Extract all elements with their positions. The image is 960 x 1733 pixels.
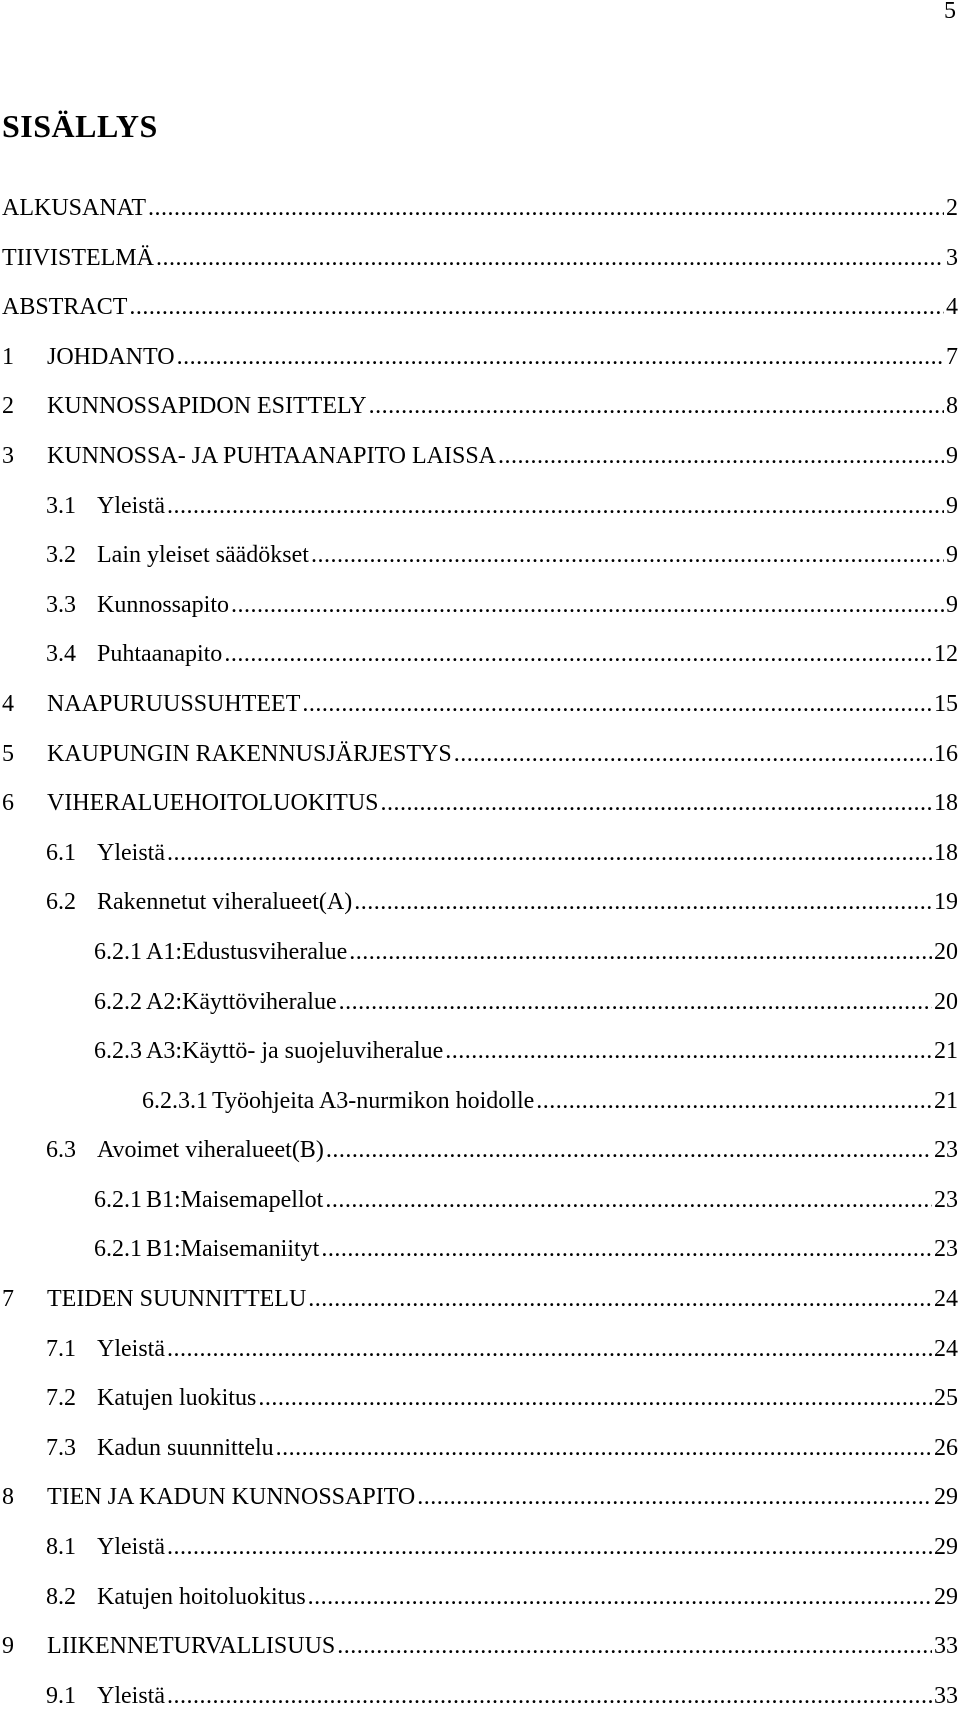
toc-entry-number: 4 [2, 690, 14, 717]
toc-entry-title: KUNNOSSA- JA PUHTAANAPITO LAISSA [47, 442, 497, 469]
toc-entry-page: 12 [934, 641, 958, 668]
toc-entry-title: A3:Käyttö- ja suojeluviheralue [146, 1038, 444, 1065]
toc-entry-page: 23 [934, 1186, 958, 1213]
toc-entry[interactable] [2, 444, 958, 494]
toc-entry-number: 3 [2, 442, 14, 469]
toc-entry[interactable] [2, 692, 958, 742]
dot-leader [156, 246, 944, 270]
toc-entry-page: 23 [934, 1236, 958, 1263]
toc-entry-title: Puhtaanapito [97, 641, 223, 668]
toc-entry-page: 15 [934, 690, 958, 717]
toc-entry-number: 6.2.3.1 [142, 1087, 208, 1114]
dot-leader [129, 295, 944, 319]
toc-entry[interactable] [2, 791, 958, 841]
toc-entry-number: 6.2 [46, 889, 76, 916]
toc-entry-page: 21 [934, 1038, 958, 1065]
toc-entry-title: VIHERALUEHOITOLUOKITUS [47, 790, 379, 817]
dot-leader [167, 494, 944, 518]
toc-entry-page: 25 [934, 1385, 958, 1412]
dot-leader [308, 1287, 932, 1311]
toc-entry-page: 9 [946, 542, 958, 569]
toc-entry-number: 8.1 [46, 1534, 76, 1561]
dot-leader [177, 345, 944, 369]
toc-entry-title: B1:Maisemaniityt [146, 1236, 320, 1263]
toc-entry-number: 8 [2, 1484, 14, 1511]
toc-entry[interactable] [2, 494, 958, 544]
toc-entry-number: 2 [2, 393, 14, 420]
toc-entry-title: Katujen luokitus [97, 1385, 257, 1412]
toc-entry-page: 21 [934, 1087, 958, 1114]
toc-entry-number: 3.2 [46, 542, 76, 569]
toc-entry-title: Avoimet viheralueet(B) [97, 1137, 324, 1164]
toc-entry-number: 7.1 [46, 1335, 76, 1362]
toc-entry-number: 3.1 [46, 492, 76, 519]
toc-entry[interactable] [2, 1386, 958, 1436]
toc-entry-page: 33 [934, 1682, 958, 1709]
toc-entry-page: 3 [946, 244, 958, 271]
toc-entry[interactable] [2, 1287, 958, 1337]
toc-entry-page: 9 [946, 492, 958, 519]
toc-entry-page: 29 [934, 1484, 958, 1511]
toc-entry-page: 20 [934, 938, 958, 965]
toc-entry-number: 3.4 [46, 641, 76, 668]
toc-entry[interactable] [2, 940, 958, 990]
toc-entry-title: Yleistä [97, 839, 165, 866]
dot-leader [224, 642, 932, 666]
toc-entry-title: TIIVISTELMÄ [2, 244, 154, 271]
dot-leader [325, 1188, 932, 1212]
toc-entry-title: Yleistä [97, 1682, 165, 1709]
table-of-contents [2, 196, 958, 1733]
dot-leader [349, 940, 932, 964]
toc-entry-title: Työohjeita A3-nurmikon hoidolle [212, 1087, 535, 1114]
toc-entry[interactable] [2, 742, 958, 792]
toc-entry[interactable] [2, 1089, 958, 1139]
dot-leader [381, 791, 932, 815]
toc-entry[interactable] [2, 246, 958, 296]
toc-entry[interactable] [2, 990, 958, 1040]
toc-entry-title: ALKUSANAT [2, 195, 146, 221]
toc-entry-title: KUNNOSSAPIDON ESITTELY [47, 393, 367, 420]
toc-entry[interactable] [2, 543, 958, 593]
toc-entry-page: 20 [934, 988, 958, 1015]
toc-entry-number: 7 [2, 1286, 14, 1313]
dot-leader [167, 1535, 932, 1559]
toc-entry-page: 24 [934, 1286, 958, 1313]
dot-leader [148, 196, 944, 220]
toc-entry[interactable] [2, 1237, 958, 1287]
toc-entry[interactable] [2, 394, 958, 444]
toc-entry[interactable] [2, 593, 958, 643]
toc-entry-page: 16 [934, 740, 958, 767]
toc-entry-number: 7.3 [46, 1434, 76, 1461]
toc-entry-number: 6.2.2 [94, 988, 142, 1015]
dot-leader [308, 1585, 932, 1609]
toc-entry[interactable] [2, 196, 958, 246]
toc-entry-title: KAUPUNGIN RAKENNUSJÄRJESTYS [47, 740, 452, 767]
toc-entry[interactable] [2, 345, 958, 395]
toc-entry[interactable] [2, 890, 958, 940]
toc-entry-page: 19 [934, 889, 958, 916]
toc-entry-title: Yleistä [97, 1534, 165, 1561]
toc-entry-page: 29 [934, 1583, 958, 1610]
dot-leader [302, 692, 932, 716]
dot-leader [445, 1039, 932, 1063]
toc-entry-number: 1 [2, 343, 14, 370]
toc-entry-number: 6.3 [46, 1137, 76, 1164]
toc-entry-page: 33 [934, 1633, 958, 1660]
dot-leader [231, 593, 944, 617]
toc-entry[interactable] [2, 1337, 958, 1387]
toc-entry-title: ABSTRACT [2, 294, 128, 321]
toc-entry-page: 7 [946, 343, 958, 370]
dot-leader [167, 841, 932, 865]
toc-entry-title: NAAPURUUSSUHTEET [47, 690, 301, 717]
toc-entry-page: 2 [946, 195, 958, 221]
toc-entry-number: 6.1 [46, 839, 76, 866]
toc-entry-title: Lain yleiset säädökset [97, 542, 309, 569]
dot-leader [276, 1436, 932, 1460]
toc-entry-number: 3.3 [46, 591, 76, 618]
toc-entry-title: B1:Maisemapellot [146, 1186, 324, 1213]
dot-leader [326, 1138, 932, 1162]
toc-entry[interactable] [2, 642, 958, 692]
toc-entry[interactable] [2, 295, 958, 345]
toc-entry-number: 6 [2, 790, 14, 817]
dot-leader [536, 1089, 932, 1113]
toc-entry-page: 23 [934, 1137, 958, 1164]
toc-entry[interactable] [2, 1684, 958, 1733]
toc-entry-number: 5 [2, 740, 14, 767]
toc-entry-page: 18 [934, 790, 958, 817]
toc-entry[interactable] [2, 1535, 958, 1585]
toc-entry[interactable] [2, 1585, 958, 1635]
dot-leader [369, 394, 944, 418]
toc-entry-page: 9 [946, 442, 958, 469]
toc-entry[interactable] [2, 1039, 958, 1089]
toc-entry[interactable] [2, 1436, 958, 1486]
toc-entry-number: 6.2.1 [94, 1186, 142, 1213]
dot-leader [339, 990, 932, 1014]
toc-entry-title: Yleistä [97, 492, 165, 519]
toc-entry-title: Yleistä [97, 1335, 165, 1362]
toc-entry[interactable] [2, 1138, 958, 1188]
toc-entry-number: 6.2.1 [94, 1236, 142, 1263]
toc-entry[interactable] [2, 841, 958, 891]
toc-entry-page: 8 [946, 393, 958, 420]
toc-entry-page: 24 [934, 1335, 958, 1362]
toc-entry-title: Katujen hoitoluokitus [97, 1583, 306, 1610]
toc-entry[interactable] [2, 1485, 958, 1535]
dot-leader [417, 1485, 932, 1509]
toc-entry-page: 26 [934, 1434, 958, 1461]
dot-leader [454, 742, 932, 766]
dot-leader [337, 1634, 932, 1658]
toc-entry-title: A1:Edustusviheralue [146, 938, 348, 965]
dot-leader [354, 890, 932, 914]
toc-entry-page: 4 [946, 294, 958, 321]
toc-entry-page: 18 [934, 839, 958, 866]
toc-entry-number: 6.2.1 [94, 938, 142, 965]
toc-entry-page: 9 [946, 591, 958, 618]
toc-entry-number: 9 [2, 1633, 14, 1660]
toc-entry-title: JOHDANTO [47, 343, 175, 370]
toc-entry-title: TEIDEN SUUNNITTELU [47, 1286, 307, 1313]
toc-entry-number: 6.2.3 [94, 1038, 142, 1065]
toc-entry[interactable] [2, 1188, 958, 1238]
page-number: 5 [944, 0, 956, 24]
toc-entry-title: LIIKENNETURVALLISUUS [47, 1633, 336, 1660]
dot-leader [498, 444, 944, 468]
toc-entry-title: Kadun suunnittelu [97, 1434, 274, 1461]
toc-entry-number: 8.2 [46, 1583, 76, 1610]
toc-entry[interactable] [2, 1634, 958, 1684]
dot-leader [321, 1237, 932, 1261]
toc-entry-title: TIEN JA KADUN KUNNOSSAPITO [47, 1484, 416, 1511]
toc-title: SISÄLLYS [2, 108, 158, 144]
toc-entry-number: 9.1 [46, 1682, 76, 1709]
dot-leader [258, 1386, 932, 1410]
dot-leader [167, 1684, 932, 1708]
dot-leader [167, 1337, 932, 1361]
toc-entry-number: 7.2 [46, 1385, 76, 1412]
toc-entry-page: 29 [934, 1534, 958, 1561]
toc-entry-title: A2:Käyttöviheralue [146, 988, 337, 1015]
toc-entry-title: Kunnossapito [97, 591, 229, 618]
dot-leader [311, 543, 944, 567]
toc-entry-title: Rakennetut viheralueet(A) [97, 889, 353, 916]
